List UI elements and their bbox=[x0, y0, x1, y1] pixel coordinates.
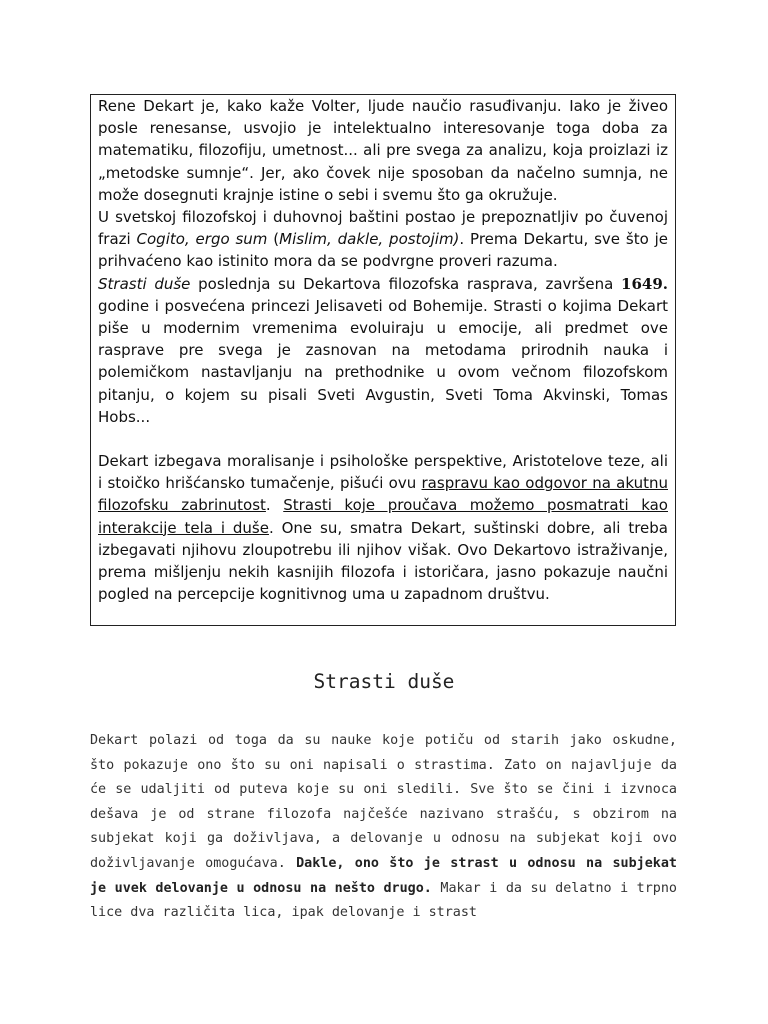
intro-text: Rene Dekart je, kako kaže Volter, ljude naučio rasuđivanju. Iako je živeo posle renesanse, usvojio je intelektualno interesovanje toga doba za matematiku, filozofiju, umetnost... ali pre svega za analizu, koja proizlazi iz „metodske sumnje“. Jer, ako čovek nije sposoban da načelno sumnja, ne može dosegnuti krajnje istine o sebi i svemu što ga okružuje. bbox=[98, 97, 668, 204]
intro-text: U svetskoj filozofskoj i duhovnoj baštini postao je prepoznatljiv po čuvenoj frazi bbox=[98, 208, 668, 249]
intro-text: . bbox=[265, 496, 284, 515]
section-body bbox=[90, 729, 677, 926]
intro-text: Dekart izbegava moralisanje i psihološke perspektive, Aristotelove teze, ali i stoičko hrišćansko tumačenje, pišući ovu bbox=[98, 452, 668, 493]
intro-paragraph-3 bbox=[98, 273, 668, 428]
paragraph-gap bbox=[98, 428, 668, 450]
latin-phrase: Cogito, ergo sum bbox=[136, 230, 268, 249]
intro-text: godine i posvećena princezi Jelisaveti od Bohemije. Strasti o kojima Dekart piše u modernim vremenima evoluiraju u emocije, ali predmet ove rasprave pre svega je zasnovan na metodama prirodnih nauka i polemičkom nastavljanju na prethodnike u ovom večnom filozofskom pitanju, o kojem su pisali Sveti Avgustin, Sveti Toma Akvinski, Tomas Hobs... bbox=[98, 296, 668, 426]
underlined-phrase: raspravu kao odgovor na akutnu filozofsku zabrinutost bbox=[98, 474, 668, 515]
intro-box bbox=[90, 94, 676, 626]
work-title: Strasti duše bbox=[98, 274, 191, 293]
intro-text: ( bbox=[267, 230, 280, 249]
intro-text: . One su, smatra Dekart, suštinski dobre, ali treba izbegavati njihovu zloupotrebu ili njihov višak. Ovo Dekartovo istraživanje, prema mišljenju nekih kasnijih filozofa i istoričara, jasno pokazuje naučni pogled na percepcije kognitivnog uma u zapadnom društvu. bbox=[98, 518, 669, 604]
intro-text: poslednja su Dekartova filozofska rasprava, završena bbox=[190, 274, 622, 293]
phrase-translation: Mislim, dakle, postojim) bbox=[279, 230, 460, 249]
body-text: Makar i da su delatno i trpno lice dva različita lica, ipak delovanje i strast bbox=[90, 880, 677, 921]
bold-statement: Dakle, ono što je strast u odnosu na subjekat je uvek delovanje u odnosu na nešto drugo. bbox=[90, 855, 677, 896]
intro-paragraph-1 bbox=[98, 95, 668, 206]
section-title: Strasti duše bbox=[313, 670, 455, 693]
intro-paragraph-4 bbox=[98, 450, 668, 605]
body-text: Dekart polazi od toga da su nauke koje potiču od starih jako oskudne, što pokazuje ono što su oni napisali o strastima. Zato on najavljuje da će se udaljiti od puteva koje su oni sledili. Sve što se čini i izvnoca dešava je od strane filozofa najčešće nazivano strašću, s obzirom na subjekat koji ga doživljava, a delovanje u odnosu na subjekat koji ovo doživljavanje omogućava. bbox=[90, 733, 677, 871]
underlined-phrase: Strasti koje proučava možemo posmatrati kao interakcije tela i duše bbox=[98, 496, 668, 537]
intro-paragraph-2 bbox=[98, 206, 668, 273]
year-highlight: 1649. bbox=[621, 274, 669, 293]
intro-text: . Prema Dekartu, sve što je prihvaćeno kao istinito mora da se podvrgne proveri razuma. bbox=[98, 230, 668, 271]
